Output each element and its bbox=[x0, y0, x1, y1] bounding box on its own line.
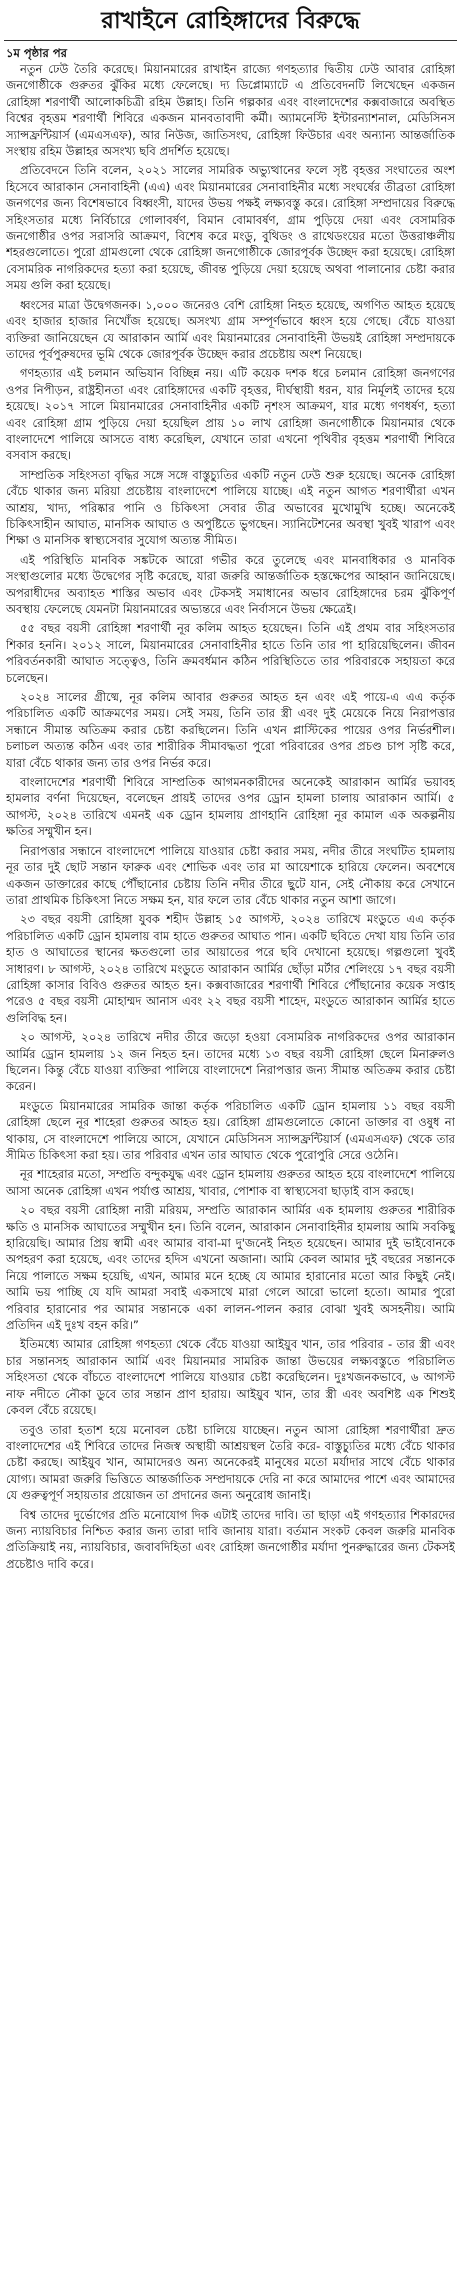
paragraph: তবুও তারা হতাশ হয়ে মনোবল চেষ্টা চালিয়ে যাচ্ছেন। নতুন আসা রোহিঙ্গা শরণার্থীরা দ্রুত বাংলাদেশের এই শিবিরে তাদের নিজস্ব অস্থায়ী আশ্রয়স্থল তৈরি করে- বাস্তুচ্যুতির মধ্যে বেঁচে থাকার চেষ্টা করছে। আইয়ুব খান, আমাদেরও অন্য অনেকেরই মানুষের মতো মর্যাদার সাথে বেঁচে থাকার যোগ্য। আমরা জরুরি ভিত্তিতে আন্তর্জাতিক সম্প্রদায়কে দেরি না করে আমাদের পাশে এবং আমাদের যে গুরুত্বপূর্ণ সহায়তার প্রয়োজন তা প্রদানের জন্য অনুরোধ জানাই। bbox=[6, 1422, 455, 1503]
paragraph: প্রতিবেদনে তিনি বলেন, ২০২১ সালের সামরিক অভ্যুত্থানের ফলে সৃষ্ট বৃহত্তর সংঘাতের অংশ হিসেবে আরাকান সেনাবাহিনী (এএ) এবং মিয়ানমারের সেনাবাহিনীর মধ্যে সংঘর্ষের তীব্রতা রোহিঙ্গা জনগণের জন্য বিশেষভাবে বিধ্বংসী, যাদের উভয় পক্ষই লক্ষ্যবস্তু করে। রোহিঙ্গা সম্প্রদায়ের বিরুদ্ধে সহিংসতার মধ্যে নির্বিচারে গোলাবর্ষণ, বিমান বোমাবর্ষণ, গ্রাম পুড়িয়ে দেয়া এবং বেসামরিক জনগোষ্ঠীর ওপর সরাসরি আক্রমণ, বিশেষ করে মংডু, বুথিডং ও রাথেডংয়ের মতো উত্তরাঞ্চলীয় শহরগুলোতে। পুরো গ্রামগুলো থেকে রোহিঙ্গা জনগোষ্ঠীকে জোরপূর্বক উচ্ছেদ করা হয়েছে। রোহিঙ্গা বেসামরিক নাগরিকদের হত্যা করা হয়েছে, জীবন্ত পুড়িয়ে দেয়া হয়েছে অথবা পালানোর চেষ্টা করার সময় গুলি করা হয়েছে। bbox=[6, 163, 455, 293]
paragraph: ইতিমধ্যে আমার রোহিঙ্গা গণহত্যা থেকে বেঁচে যাওয়া আইয়ুব খান, তার পরিবার - তার স্ত্রী এবং চার সন্তানসহ আরাকান আর্মি এবং মিয়ানমার সামরিক জান্তা উভয়ের লক্ষ্যবস্তুতে পরিচালিত সহিংসতা থেকে বাঁচতে বাংলাদেশে পালিয়ে যাওয়ার চেষ্টা করেছিলেন। দুঃখজনকভাবে, ৬ আগস্ট নাফ নদীতে নৌকা ডুবে তার সন্তান প্রাণ হারায়। আইয়ুব খান, তার স্ত্রী এবং অবশিষ্ট এক শিশুই কেবল বেঁচে রয়েছে। bbox=[6, 1337, 455, 1418]
paragraph: সাম্প্রতিক সহিংসতা বৃদ্ধির সঙ্গে সঙ্গে বাস্তুচ্যুতির একটি নতুন ঢেউ শুরু হয়েছে। অনেক রোহিঙ্গা বেঁচে থাকার জন্য মরিয়া প্রচেষ্টায় বাংলাদেশে পালিয়ে যাচ্ছে। এই নতুন আগত শরণার্থীরা এখন আশ্রয়, খাদ্য, পরিষ্কার পানি ও চিকিৎসা সেবার তীব্র অভাবের মুখোমুখি হচ্ছে। অনেকেই চিকিৎসাহীন আঘাত, মানসিক আঘাত ও অপুষ্টিতে ভুগছেন। স্যানিটেশনের অবস্থা খুবই খারাপ এবং শিক্ষা ও মানসিক স্বাস্থ্যসেবার সুযোগ অত্যন্ত সীমিত। bbox=[6, 467, 455, 548]
paragraph: গণহত্যার এই চলমান অভিযান বিচ্ছিন্ন নয়। এটি কয়েক দশক ধরে চলমান রোহিঙ্গা জনগণের ওপর নিপীড়ন, রাষ্ট্রহীনতা এবং রোহিঙ্গাদের একটি বৃহত্তর, দীর্ঘস্থায়ী ধরন, যার নির্মূলই তাদের হয়ে হয়েছে। ২০১৭ সালে মিয়ানমারের সেনাবাহিনীর একটি নৃশংস আক্রমণ, যার মধ্যে গণধর্ষণ, হত্যা এবং রোহিঙ্গা গ্রাম পুড়িয়ে দেয়া হয়েছিল প্রায় ১০ লাখ রোহিঙ্গা জনগোষ্ঠীকে মিয়ানমার থেকে বাংলাদেশে পালিয়ে আসতে বাধ্য করেছিল, যেখানে তারা এখনো পৃথিবীর বৃহত্তম শরণার্থী শিবিরে বসবাস করছে। bbox=[6, 366, 455, 463]
paragraph: ধ্বংসের মাত্রা উদ্বেগজনক। ১,০০০ জনেরও বেশি রোহিঙ্গা নিহত হয়েছে, অগণিত আহত হয়েছে এবং হাজার হাজার নিখোঁজ হয়েছে। অসংখ্য গ্রাম সম্পূর্ণভাবে ধ্বংস হয়ে গেছে। বেঁচে যাওয়া ব্যক্তিরা জানিয়েছেন যে আরাকান আর্মি এবং মিয়ানমারের সেনাবাহিনী উভয়ই রোহিঙ্গা সম্প্রদায়কে তাদের পূর্বপুরুষদের ভূমি থেকে জোরপূর্বক উচ্ছেদ করার প্রচেষ্টায় অংশ নিয়েছে। bbox=[6, 297, 455, 361]
paragraph: ২৩ বছর বয়সী রোহিঙ্গা যুবক শহীদ উল্লাহ ১৫ আগস্ট, ২০২৪ তারিখে মংডুতে এএ কর্তৃক পরিচালিত একটি ড্রোন হামলায় বাম হাতে গুরুতর আঘাত পান। একটি ছবিতে দেখা যায় তিনি তার হাত ও আঘাতের স্থানের ক্ষতগুলো তার আয়াতের পরে ছবি দেখানো হয়েছে। গল্পগুলো খুবই সাধারণ। ৮ আগস্ট, ২০২৪ তারিখে মংডুতে আরাকান আর্মির ছোঁড়া মর্টার শেলিংয়ে ১৭ বছর বয়সী রোহিঙ্গা কাসার বিবিও গুরুতর আহত হন। কক্সবাজারের শরণার্থী শিবিরে পৌঁছানোর কয়েক সপ্তাহ পরেও ৫ বছর বয়সী মোহাম্মদ আনাস এবং ২২ বছর বয়সী শাহেদ, মংডুতে আরাকান আর্মির হাতে গুলিবিদ্ধ হন। bbox=[6, 912, 455, 1025]
paragraph: নূর শাহেরার মতো, সম্প্রতি বন্দুকযুদ্ধ এবং ড্রোন হামলায় গুরুতর আহত হয়ে বাংলাদেশে পালিয়ে আসা অনেক রোহিঙ্গা এখন পর্যাপ্ত আশ্রয়, খাবার, পোশাক বা স্বাস্থ্যসেবা ছাড়াই বাস করছে। bbox=[6, 1167, 455, 1198]
paragraph: ২০ আগস্ট, ২০২৪ তারিখে নদীর তীরে জড়ো হওয়া বেসামরিক নাগরিকদের ওপর আরাকান আর্মির ড্রোন হামলায় ১২ জন নিহত হন। তাদের মধ্যে ১৩ বছর বয়সী রোহিঙ্গা ছেলে মিনারুলও ছিলেন। কিন্তু বেঁচে যাওয়া ব্যক্তিরা পালিয়ে বাংলাদেশে নিরাপত্তার জন্য সীমান্ত অতিক্রম করার চেষ্টা করেন। bbox=[6, 1030, 455, 1094]
paragraph: এই পরিস্থিতি মানবিক সঙ্কটকে আরো গভীর করে তুলেছে এবং মানবাধিকার ও মানবিক সংস্থাগুলোর মধ্যে উদ্বেগের সৃষ্টি করেছে, যারা জরুরি আন্তর্জাতিক হস্তক্ষেপের আহ্বান জানিয়েছে। অপরাধীদের অব্যাহত শাস্তির অভাব এবং টেকসই সমাধানের অভাব রোহিঙ্গাদের চরম ঝুঁকিপূর্ণ অবস্থায় ফেলেছে যেমনটা মিয়ানমারের অভ্যন্তরে এবং নির্বাসনে উভয় ক্ষেত্রেই। bbox=[6, 552, 455, 616]
headline-rule bbox=[4, 40, 457, 41]
paragraph: নতুন ঢেউ তৈরি করেছে। মিয়ানমারের রাখাইন রাজ্যে গণহত্যার দ্বিতীয় ঢেউ আবার রোহিঙ্গা জনগোষ্ঠীকে গুরুতর ঝুঁকির মধ্যে ফেলেছে। দ্য ডিপ্লোম্যাটে এ প্রতিবেদনটি লিখেছেন একজন রোহিঙ্গা শরণার্থী আলোকচিত্রী রহিম উল্লাহ। তিনি গল্পকার এবং বাংলাদেশের কক্সবাজারে অবস্থিত বিশ্বের বৃহত্তম শরণার্থী শিবিরে একজন মানবতাবাদী কর্মী। অ্যামনেস্টি ইন্টারন্যাশনাল, মেডিসিনস স্যান্সফ্রন্টিয়ার্স (এমএসএফ), আর নিউজ, জাতিসংঘ, রোহিঙ্গা ফিউচার এবং অন্যান্য আন্তর্জাতিক সংস্থায় রহিম উল্লাহর অসংখ্য ছবি প্রদর্শিত হয়েছে। bbox=[6, 62, 455, 159]
paragraph: মংডুতে মিয়ানমারের সামরিক জান্তা কর্তৃক পরিচালিত একটি ড্রোন হামলায় ১১ বছর বয়সী রোহিঙ্গা ছেলে নূর শাহেরা গুরুতর আহত হয়। রোহিঙ্গা গ্রামগুলোতে কোনো ডাক্তার বা ওষুধ না থাকায়, সে বাংলাদেশে পালিয়ে আসে, যেখানে মেডিসিনস স্যান্সফ্রন্টিয়ার্স (এমএসএফ) থেকে তার সীমিত চিকিৎসা করা হয়। তার পরিবার এখন তার আঘাত থেকে পুরোপুরি সেরে ওঠেনি। bbox=[6, 1098, 455, 1162]
paragraph: ৫৫ বছর বয়সী রোহিঙ্গা শরণার্থী নূর কলিম আহত হয়েছেন। তিনি এই প্রথম বার সহিংসতার শিকার হননি। ২০১২ সালে, মিয়ানমারের সেনাবাহিনীর হাতে তিনি তার পা হারিয়েছিলেন। জীবন পরিবর্তনকারী আঘাত সত্ত্বেও, তিনি ক্রমবর্ধমান কঠিন পরিস্থিতিতে তার পরিবারকে সহায়তা করে চলেছেন। bbox=[6, 621, 455, 685]
paragraph: বিশ্ব তাদের দুর্ভোগের প্রতি মনোযোগ দিক এটাই তাদের দাবি। তা ছাড়া এই গণহত্যার শিকারদের জন্য ন্যায়বিচার নিশ্চিত করার জন্য তারা দাবি জানায় যারা। বর্তমান সংকট কেবল জরুরি মানবিক প্রতিক্রিয়াই নয়, ন্যায়বিচার, জবাবদিহিতা এবং রোহিঙ্গা জনগোষ্ঠীর মর্যাদা পুনরুদ্ধারের জন্য টেকসই প্রচেষ্টাও দাবি করে। bbox=[6, 1507, 455, 1571]
paragraph: ২০২৪ সালের গ্রীষ্মে, নূর কলিম আবার গুরুতর আহত হন এবং এই পায়ে-এ এএ কর্তৃক পরিচালিত একটি আক্রমণের সময়। সেই সময়, তিনি তার স্ত্রী এবং দুই মেয়েকে নিয়ে নিরাপত্তার সন্ধানে সীমান্ত অতিক্রম করার চেষ্টা করছিলেন। তিনি এখন প্লাস্টিকের পায়ের ওপর নির্ভরশীল। চলাচল অত্যন্ত কঠিন এবং তার শারীরিক সীমাবদ্ধতা পুরো পরিবারের ওপর প্রচণ্ড চাপ সৃষ্টি করে, যারা বেঁচে থাকার জন্য তার ওপর নির্ভর করে। bbox=[6, 690, 455, 770]
article-body bbox=[6, 61, 455, 2271]
paragraph: নিরাপত্তার সন্ধানে বাংলাদেশে পালিয়ে যাওয়ার চেষ্টা করার সময়, নদীর তীরে সংঘটিত হামলায় নূর তার দুই ছোট সন্তান ফারুক এবং শোভিক এবং তার মা আয়েশাকে হারিয়ে ফেলেন। অবশেষে একজন ডাক্তারের কাছে পৌঁছানোর চেষ্টায় তিনি নদীর তীরে ছুটে যান, সেই নৌকায় করে সেখানে তারা প্রাথমিক চিকিৎসা নিতে সক্ষম হন, যার ফলে তার বেঁচে থাকার নতুন আশা জাগে। bbox=[6, 843, 455, 907]
continuation-label: ১ম পৃষ্ঠার পর bbox=[6, 46, 67, 60]
paragraph: বাংলাদেশের শরণার্থী শিবিরে সাম্প্রতিক আগমনকারীদের অনেকেই আরাকান আর্মির ভয়াবহ হামলার বর্ণনা দিয়েছেন, বলেছেন প্রায়ই তাদের ওপর ড্রোন হামলা চালায় আরাকান আর্মি। ৫ আগস্ট, ২০২৪ তারিখে এমনই এক ড্রোন হামলায় প্রাণহানি রোহিঙ্গা নূর কামাল এক অকল্পনীয় ক্ষতির সম্মুখীন হন। bbox=[6, 775, 455, 839]
paragraph: ২০ বছর বয়সী রোহিঙ্গা নারী মরিয়ম, সম্প্রতি আরাকান আর্মির এক হামলায় গুরুতর শারীরিক ক্ষতি ও মানসিক আঘাতের সম্মুখীন হন। তিনি বলেন, আরাকান সেনাবাহিনীর হামলায় আমি সবকিছু হারিয়েছি। আমার প্রিয় স্বামী এবং আমার বাবা-মা দু'জনেই নিহত হয়েছেন। আমার দুই ভাইবোনকে অপহরণ করা হয়েছে, এবং তাদের হদিস এখনো অজানা। আমি কেবল আমার দুই বছরের সন্তানকে নিয়ে পালাতে সক্ষম হয়েছি, এখন, আমার মনে হচ্ছে যে আমার হারানোর মতো আর কিছুই নেই। আমি ভয় পাচ্ছি যে যদি আমরা সবাই একসাথে মারা গেলে আরো ভালো হতো। আমার পুরো পরিবার হারানোর পর আমার সন্তানকে একা লালন-পালন করার বোঝা খুবই অসহনীয়। আমি প্রতিদিন এই দুঃখ বহন করি।” bbox=[6, 1203, 455, 1333]
headline: রাখাইনে রোহিঙ্গাদের বিরুদ্ধে bbox=[101, 8, 360, 34]
